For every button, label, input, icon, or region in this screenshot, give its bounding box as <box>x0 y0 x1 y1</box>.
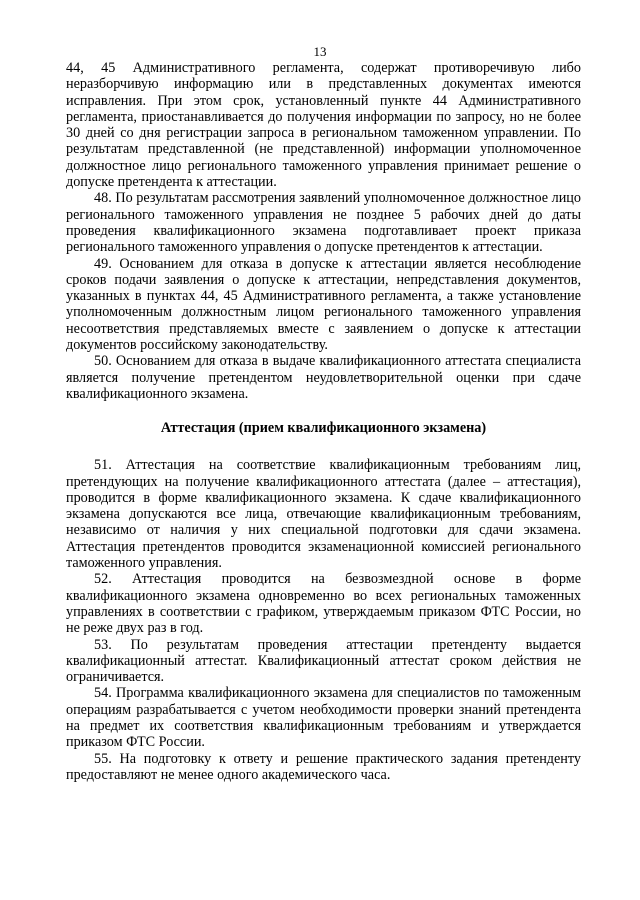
paragraph-51: 51. Аттестация на соответствие квалификационным требованиям лиц, претендующих на получение квалификационного аттестата (далее – аттестация), проводится в форме квалификационного экзамена. К сдаче квалификационного экзамена допускаются все лица, отвечающие квалификационным требованиям, независимо от наличия у них специальной подготовки для сдачи экзамена. Аттестация претендентов проводится экзаменационной комиссией регионального таможенного управления. <box>66 457 581 572</box>
paragraph-52: 52. Аттестация проводится на безвозмездной основе в форме квалификационного экзамена одновременно во всех региональных таможенных управлениях в соответствии с графиком, утверждаемым приказом ФТС России, но не реже двух раз в год. <box>66 571 581 637</box>
paragraph-50: 50. Основанием для отказа в выдаче квалификационного аттестата специалиста является получение претендентом неудовлетворительной оценки при сдаче квалификационного экзамена. <box>66 353 581 402</box>
paragraphs-top <box>66 60 581 783</box>
paragraph-48: 48. По результатам рассмотрения заявлений уполномоченное должностное лицо регионального таможенного управления не позднее 5 рабочих дней до даты проведения квалификационного экзамена подготавливает проект приказа регионального таможенного управления о допуске претендентов к аттестации. <box>66 190 581 256</box>
page-number: 13 <box>313 44 327 59</box>
paragraph-49: 49. Основанием для отказа в допуске к аттестации является несоблюдение сроков подачи заявления о допуске к аттестации, непредставления документов, указанных в пунктах 44, 45 Административного регламента, а также установление уполномоченным должностным лицом регионального таможенного управления несоответствия представляемых вместе с заявлением о допуске к аттестации документов российскому законодательству. <box>66 255 581 354</box>
paragraph-54: 54. Программа квалификационного экзамена для специалистов по таможенным операциям разрабатывается с учетом необходимости проверки знаний претендента на предмет их соответствия квалификационным требованиям и утверждается приказом ФТС России. <box>66 685 581 751</box>
section-heading: Аттестация (прием квалификационного экзамена) <box>160 420 487 437</box>
paragraph-55: 55. На подготовку к ответу и решение практического задания претенденту предоставляют не менее одного академического часа. <box>66 750 581 783</box>
paragraph-continued: 44, 45 Административного регламента, содержат противоречивую либо неразборчивую информацию или в представленных документах имеются исправления. При этом срок, установленный пункте 44 Административного регламента, приостанавливается до получения информации по запросу, но не более 30 дней со дня регистрации запроса в региональном таможенном управлении. По результатам представленной (не представленной) информации уполномоченное должностное лицо регионального таможенного управления принимает решение о допуске претендента к аттестации. <box>66 60 581 191</box>
paragraph-53: 53. По результатам проведения аттестации претенденту выдается квалификационный аттестат. Квалификационный аттестат сроком действия не ограничивается. <box>66 636 581 686</box>
